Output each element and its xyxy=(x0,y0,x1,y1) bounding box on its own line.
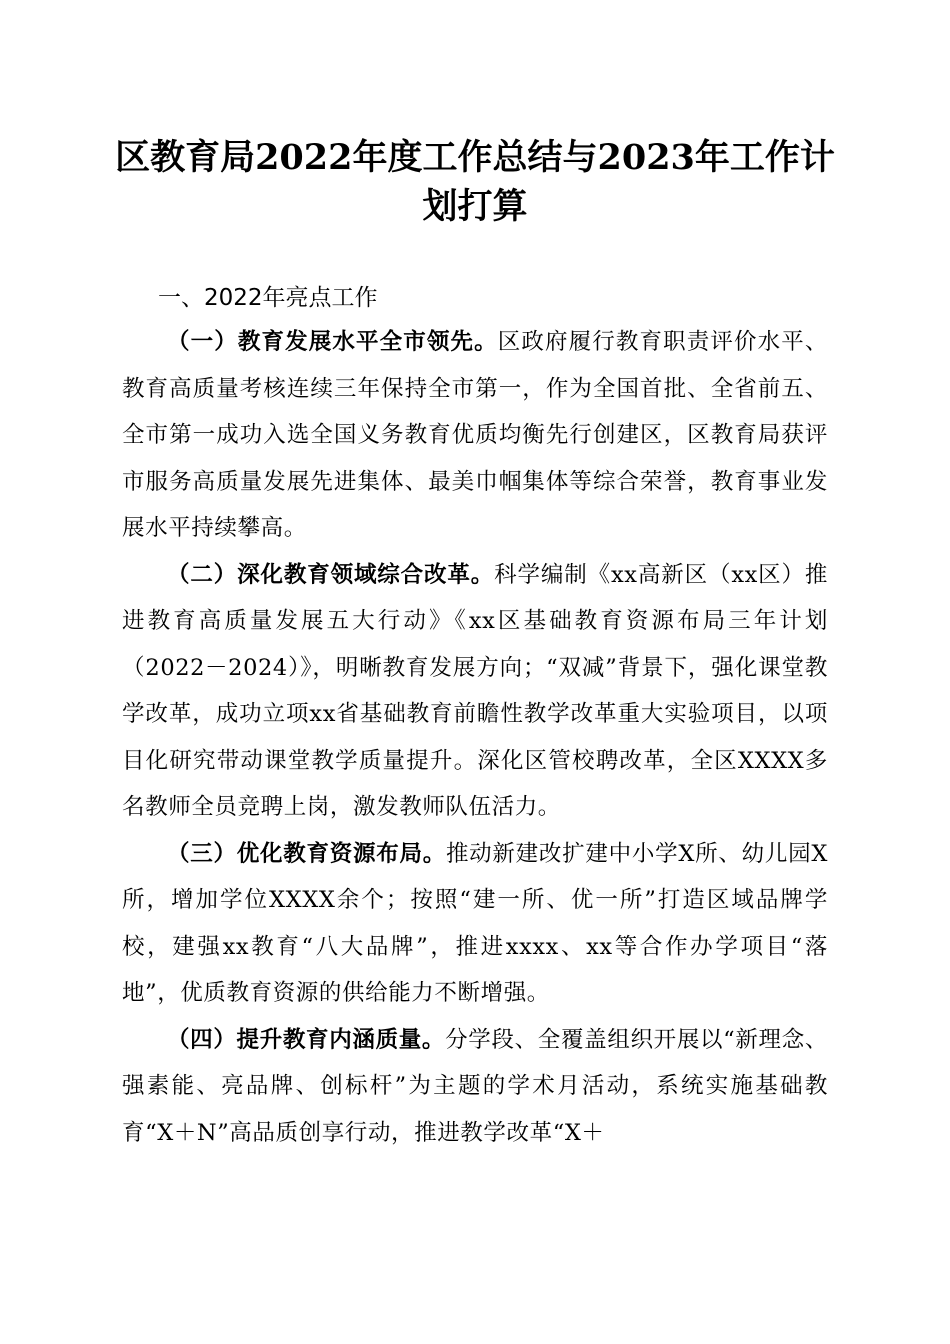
paragraph-lead: （四）提升教育内涵质量。 xyxy=(167,1026,446,1053)
document-body xyxy=(122,319,828,1156)
paragraph-text: 区政府履行教育职责评价水平、教育高质量考核连续三年保持全市第一，作为全国首批、全省前五、全市第一成功入选全国义务教育优质均衡先行创建区，区教育局获评市服务高质量发展先进集体、最美巾帼集体等综合荣誉，教育事业发展水平持续攀高。 xyxy=(122,329,828,541)
paragraph-4 xyxy=(122,1017,828,1157)
paragraph-text: 推动新建改扩建中小学X所、幼儿园X所，增加学位XXXX余个；按照“建一所、优一所”打造区域品牌学校，建强xx教育“八大品牌”，推进xxxx、xx等合作办学项目“落地”，优质教育资源的供给能力不断增强。 xyxy=(122,840,828,1006)
paragraph-3 xyxy=(122,831,828,1017)
paragraph-text: 分学段、全覆盖组织开展以“新理念、强素能、亮品牌、创标杆”为主题的学术月活动，系统实施基础教育“X＋N”高品质创享行动，推进教学改革“X＋ xyxy=(122,1026,828,1146)
document-title xyxy=(100,133,850,231)
section-heading-highlights: 一、2022年亮点工作 xyxy=(158,285,378,311)
title-line-2: 划打算 xyxy=(422,186,528,227)
paragraph-2 xyxy=(122,552,828,831)
paragraph-lead: （一）教育发展水平全市领先。 xyxy=(167,329,498,355)
paragraph-text: 科学编制《xx高新区（xx区）推进教育高质量发展五大行动》《xx区基础教育资源布局三年计划（2022－2024）》，明晰教育发展方向；“双减”背景下，强化课堂教学改革，成功立项xx省基础教育前瞻性教学改革重大实验项目，以项目化研究带动课堂教学质量提升。深化区管校聘改革，全区XXXX多名教师全员竞聘上岗，激发教师队伍活力。 xyxy=(122,561,828,820)
paragraph-lead: （三）优化教育资源布局。 xyxy=(167,840,446,867)
paragraph-1 xyxy=(122,319,828,552)
paragraph-lead: （二）深化教育领域综合改革。 xyxy=(167,561,495,588)
title-line-1: 区教育局2022年度工作总结与2023年工作计 xyxy=(115,137,835,178)
